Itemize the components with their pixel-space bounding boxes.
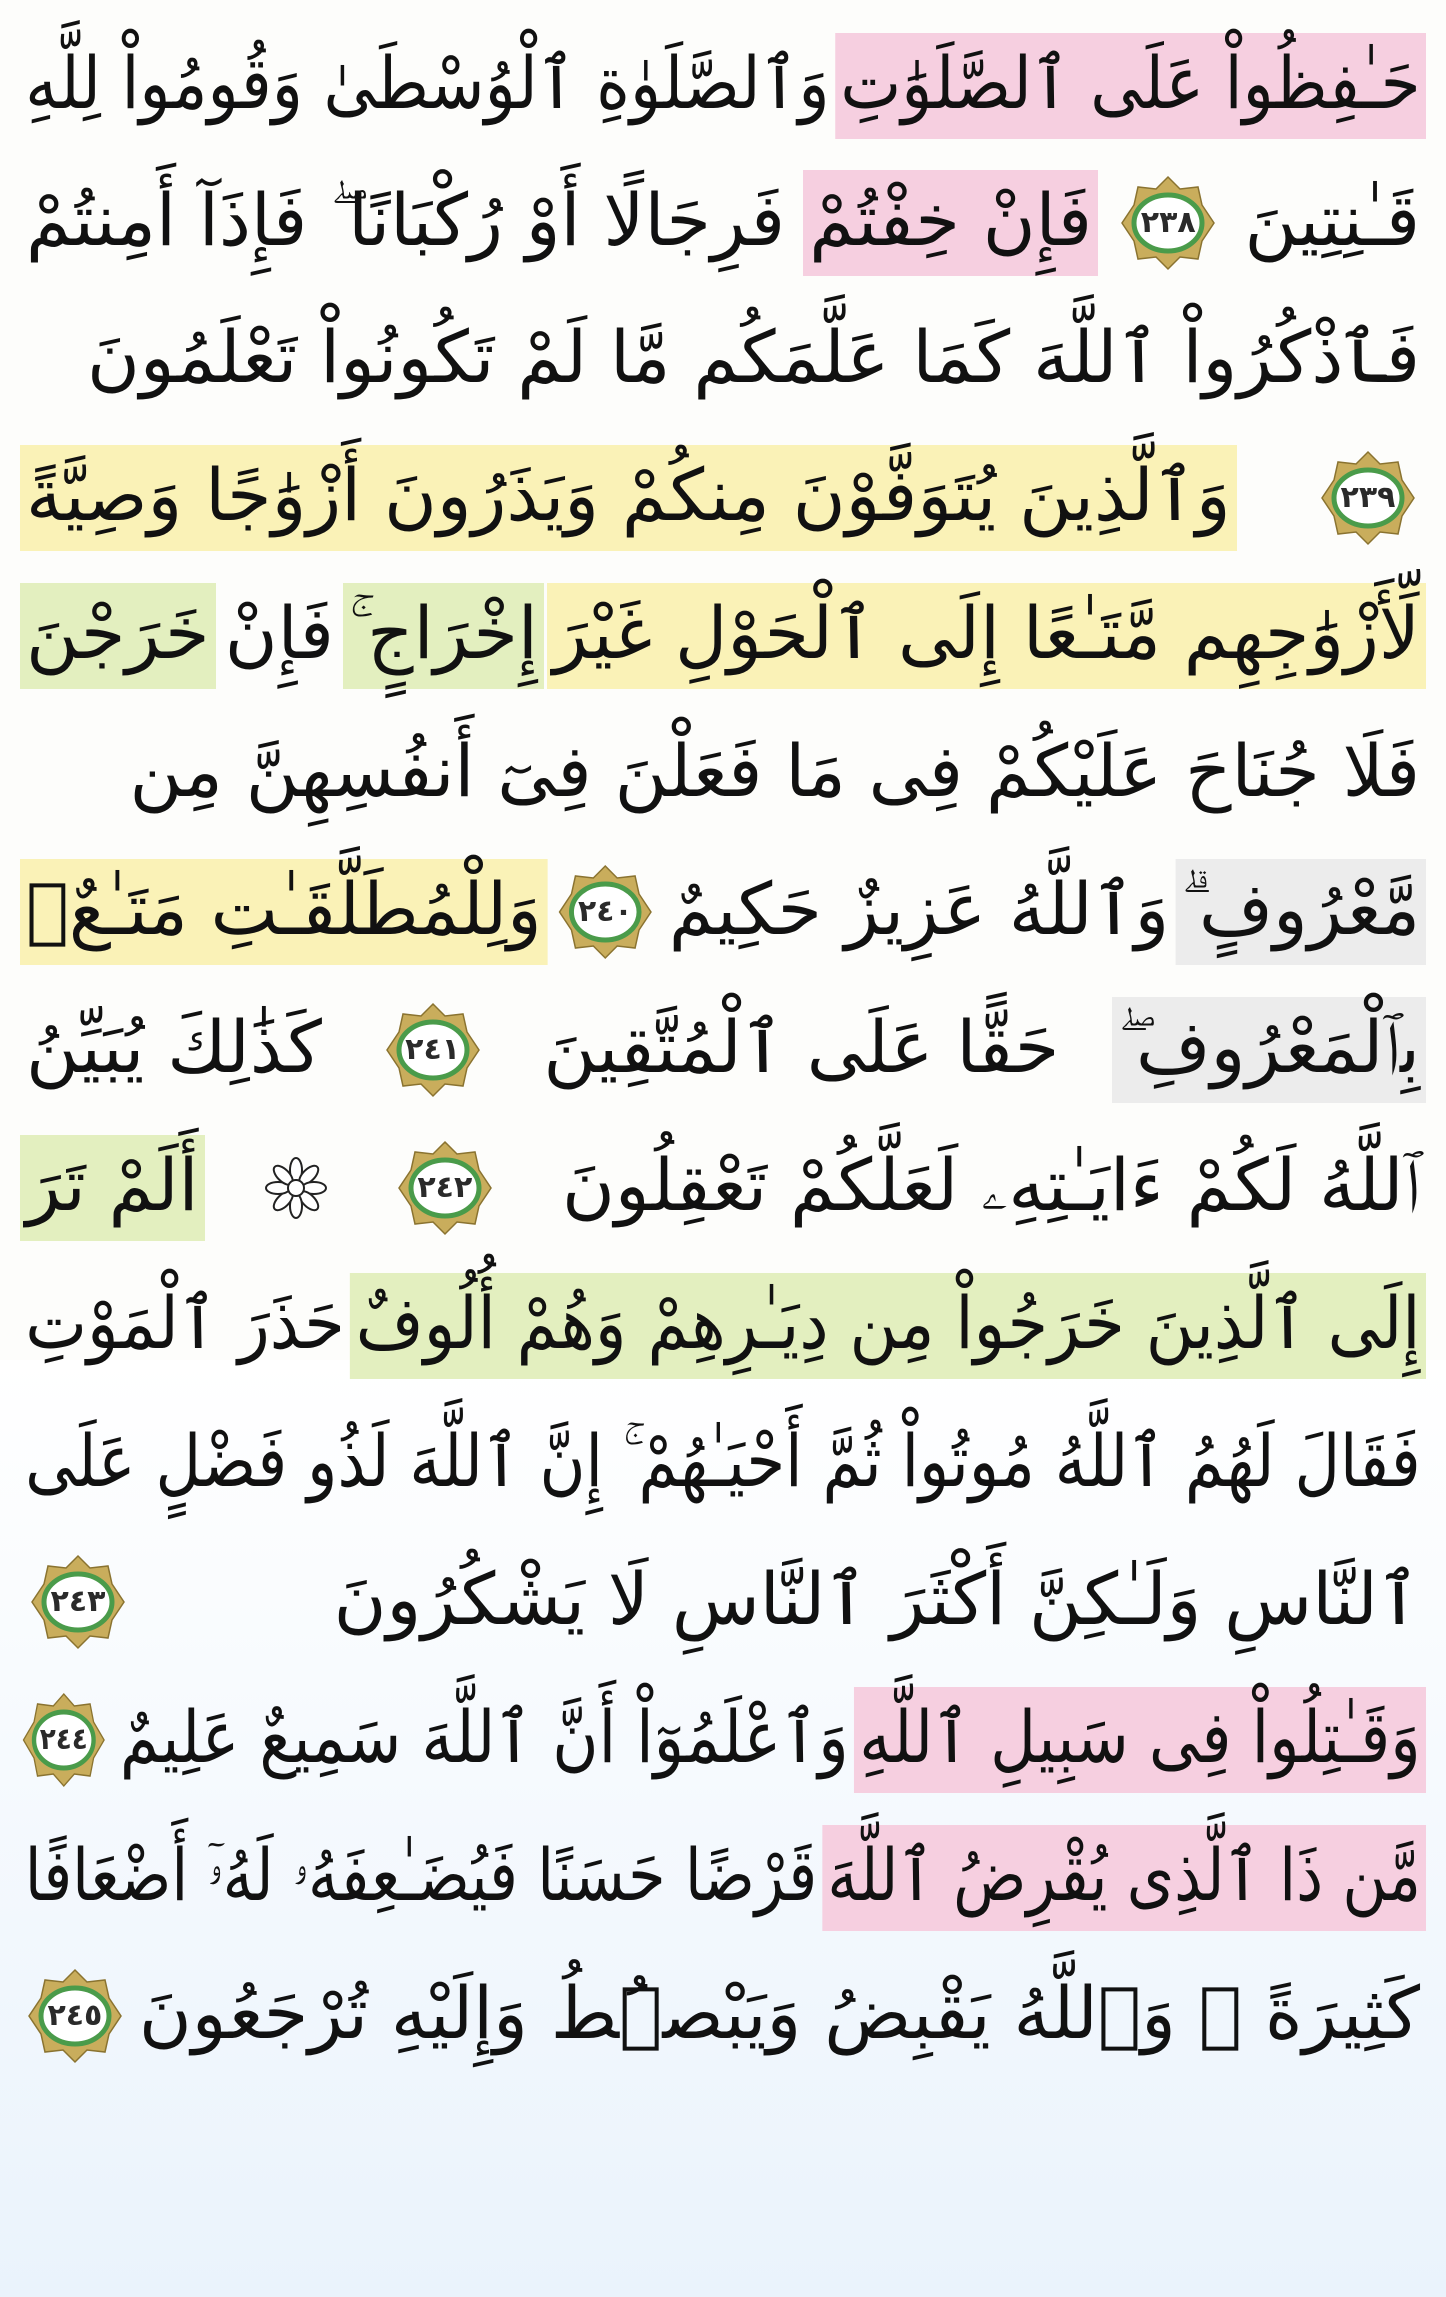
ayah-number: ٢٤٥ [47,1997,103,2033]
ayah-end-marker-icon [1318,448,1418,548]
hizb-star-icon [264,1156,328,1220]
highlighted-phrase: وَٱلَّذِينَ يُتَوَفَّوْنَ مِنكُمْ وَيَذَرُونَ أَزْوَٰجًا وَصِيَّةً [20,445,1237,551]
ayah-number: ٢٤١ [405,1031,461,1067]
text-line [20,568,1426,703]
verse-text: ٱللَّهُ لَكُمْ ءَايَـٰتِهِۦ لَعَلَّكُمْ تَعْقِلُونَ [562,1142,1420,1227]
verse-text: وَٱللَّهُ عَزِيزٌ حَكِيمٌ [668,866,1170,951]
ayah-number: ٢٤٣ [50,1583,106,1619]
ayah-end-marker-icon [1118,173,1218,273]
ayah-end-marker-icon [556,862,655,962]
highlighted-phrase: لِّأَزْوَٰجِهِم مَّتَـٰعًا إِلَى ٱلْحَوْلِ غَيْرَ [547,583,1426,689]
verse-text: قَـٰنِتِينَ [1244,177,1420,262]
ayah-number: ٢٣٩ [1340,479,1396,515]
highlighted-phrase: إِخْرَاجٍ ۚ [343,583,544,689]
mushaf-page [20,0,1426,2297]
ayah-end-marker-icon [383,1000,483,1100]
highlighted-phrase: إِلَى ٱلَّذِينَ خَرَجُواْ مِن دِيَـٰرِهِمْ وَهُمْ أُلُوفٌ [350,1273,1426,1379]
verse-text: كَذَٰلِكَ يُبَيِّنُ [26,1004,322,1089]
verse-text: ٱلنَّاسِ وَلَـٰكِنَّ أَكْثَرَ ٱلنَّاسِ لَا يَشْكُرُونَ [333,1556,1420,1641]
text-line [20,1534,1426,1669]
ayah-number: ٢٤٤ [39,1721,88,1757]
verse-text: فَإِنْ [224,590,334,675]
text-line [20,155,1426,290]
verse-text: فَرِجَالًا أَوْ رُكْبَانًا ۖ فَإِذَآ أَمِنتُمْ [26,177,786,262]
text-line [20,18,1426,153]
ayah-end-marker-icon [395,1138,495,1238]
text-line [20,1948,1426,2083]
verse-text: حَقًّا عَلَى ٱلْمُتَّقِينَ [543,1004,1060,1089]
ayah-end-marker-icon [25,1966,125,2066]
text-line [20,1672,1426,1807]
text-line [20,1810,1426,1945]
verse-text: فَقَالَ لَهُمُ ٱللَّهُ مُوتُواْ ثُمَّ أَحْيَـٰهُمْ ۚ إِنَّ ٱللَّهَ لَذُو فَضْلٍ عَلَى [25,1418,1421,1503]
highlighted-phrase: أَلَمْ تَرَ [20,1135,205,1241]
highlighted-phrase: مَّن ذَا ٱلَّذِى يُقْرِضُ ٱللَّهَ [822,1825,1426,1931]
ayah-number: ٢٤٢ [417,1169,473,1205]
verse-text: قَرْضًا حَسَنًا فَيُضَـٰعِفَهُۥ لَهُۥٓ أَضْعَافًا [24,1832,818,1917]
verse-text: وَٱلصَّلَوٰةِ ٱلْوُسْطَىٰ وَقُومُواْ لِلَّهِ [25,40,830,125]
verse-text: حَذَرَ ٱلْمَوْتِ [25,1280,345,1365]
highlighted-phrase: حَـٰفِظُواْ عَلَى ٱلصَّلَوَٰتِ [835,33,1426,139]
highlighted-phrase: وَلِلْمُطَلَّقَـٰتِ مَتَـٰعٌۢ [20,859,548,965]
highlighted-phrase: مَّعْرُوفٍ ۗ [1175,859,1426,965]
ayah-number: ٢٤٠ [578,893,633,929]
highlighted-phrase: خَرَجْنَ [20,583,216,689]
ayah-number: ٢٣٨ [1140,204,1196,240]
verse-text: فَٱذْكُرُواْ ٱللَّهَ كَمَا عَلَّمَكُم مَّا لَمْ تَكُونُواْ تَعْلَمُونَ [86,314,1420,399]
text-line [20,982,1426,1117]
ayah-end-marker-icon [28,1552,128,1652]
text-line [20,1396,1426,1531]
highlighted-phrase: بِٱلْمَعْرُوفِ ۖ [1112,997,1426,1103]
verse-text: كَثِيرَةً ۚ وَٱللَّهُ يَقْبِضُ وَيَبْصُۜطُ وَإِلَيْهِ تُرْجَعُونَ [138,1970,1420,2055]
verse-text: وَٱعْلَمُوٓاْ أَنَّ ٱللَّهَ سَمِيعٌ عَلِيمٌ [119,1694,849,1779]
highlighted-phrase: فَإِنْ خِفْتُمْ [803,170,1098,276]
verse-text: فَلَا جُنَاحَ عَلَيْكُمْ فِى مَا فَعَلْنَ فِىٓ أَنفُسِهِنَّ مِن [129,728,1420,813]
text-line [20,844,1426,979]
text-line [20,1258,1426,1393]
text-line [20,430,1426,565]
text-line [20,706,1426,841]
highlighted-phrase: وَقَـٰتِلُواْ فِى سَبِيلِ ٱللَّهِ [854,1687,1426,1793]
text-line [20,1120,1426,1255]
text-line [20,292,1426,427]
ayah-end-marker-icon [20,1690,108,1790]
